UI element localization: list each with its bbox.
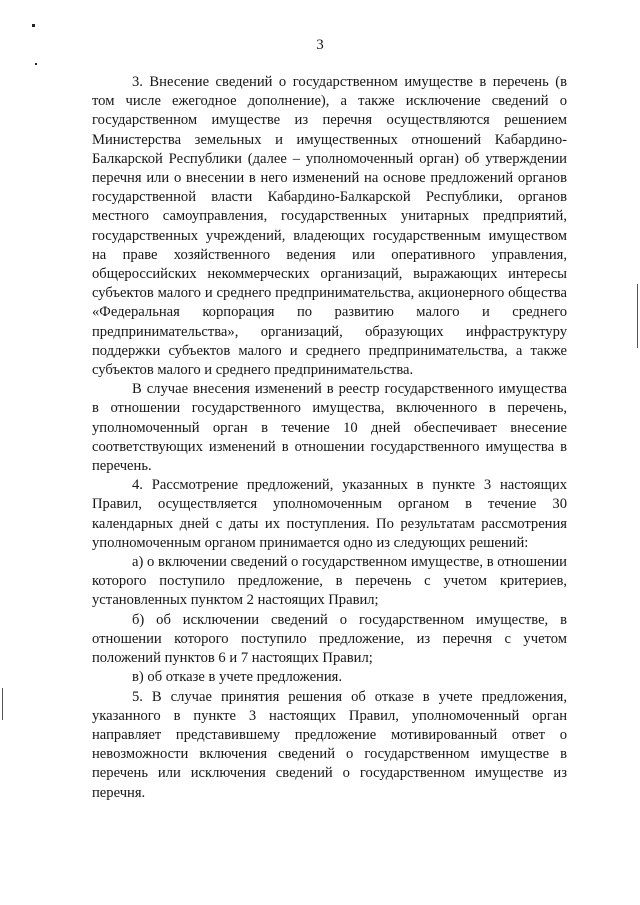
paragraph-item-3: 3. Внесение сведений о государственном имуществе в перечень (в том числе ежегодное дополнение), а также исключение сведений о государственном имуществе из перечня осуществляются решением Министерства земельных и имущественных отношений Кабардино-Балкарской Республики (далее – уполномоченный орган) об утверждении перечня или о внесении в него изменений на основе предложений органов государственной власти Кабардино-Балкарской Республики, органов местного самоуправления, государственных унитарных предприятий, государственных учреждений, владеющих государственным имуществом на праве хозяйственного ведения или оперативного управления, общероссийских некоммерческих организаций, выражающих интересы субъектов малого и среднего предпринимательства, акционерного общества «Федеральная корпорация по развитию малого и среднего предпринимательства», организаций, образующих инфраструктуру поддержки субъектов малого и среднего предпринимательства, а также субъектов малого и среднего предпринимательства. [92, 74, 567, 379]
scan-speck-mid [35, 63, 37, 65]
subitem-a: а) о включении сведений о государственном имуществе, в отношении которого поступило предложение, в перечень с учетом критериев, установленных пунктом 2 настоящих Правил; [92, 554, 567, 609]
scan-edge-mark-left [2, 688, 3, 720]
scan-edge-mark-right [637, 284, 638, 348]
paragraph-item-4: 4. Рассмотрение предложений, указанных в пункте 3 настоящих Правил, осуществляется уполномоченным органом в течение 30 календарных дней с даты их поступления. По результатам рассмотрения уполномоченным органом принимается одно из следующих решений: [92, 477, 567, 551]
paragraph-registry-changes: В случае внесения изменений в реестр государственного имущества в отношении государственного имущества, включенного в перечень, уполномоченный орган в течение 10 дней обеспечивает внесение соответствующих изменений в отношении государственного имущества в перечень. [92, 381, 567, 475]
subitem-v: в) об отказе в учете предложения. [132, 669, 343, 686]
subitem-b: б) об исключении сведений о государственном имуществе, в отношении которого поступило предложение, из перечня с учетом положений пунктов 6 и 7 настоящих Правил; [92, 611, 567, 667]
page-number: 3 [316, 37, 324, 53]
paragraph-item-5: 5. В случае принятия решения об отказе в учете предложения, указанного в пункте 3 настоящих Правил, уполномоченный орган направляет представившему предложение мотивированный ответ о невозможности включения сведений о государственном имуществе в перечень или исключения сведений о государственном имуществе из перечня. [92, 688, 567, 801]
document-body [92, 73, 567, 803]
scan-speck-top [32, 24, 35, 27]
